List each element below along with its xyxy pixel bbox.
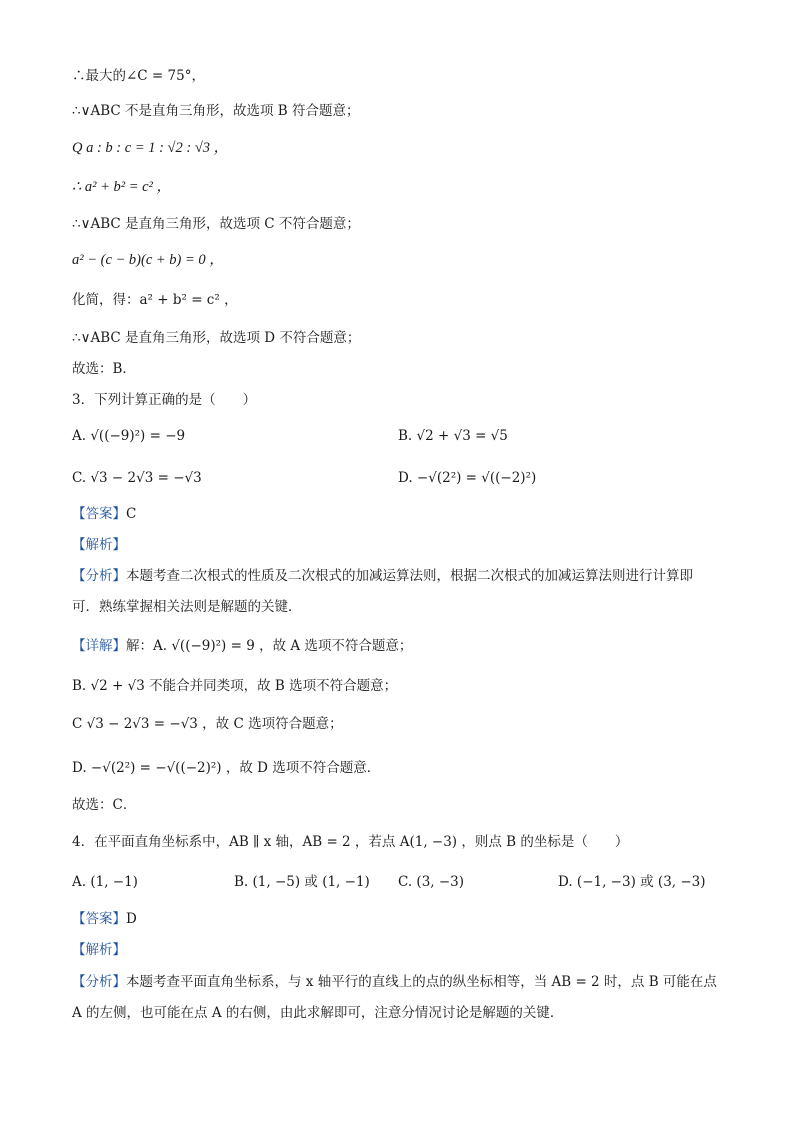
q3-option-c: C. √3 − 2√3 = −√3	[72, 470, 202, 486]
text-line: 故选：B．	[72, 361, 136, 377]
q4-option-b: B. (1, −5) 或 (1, −1)	[234, 874, 370, 890]
detail-text: 解：A. √((−9)²) = 9 ，故 A 选项不符合题意；	[126, 638, 413, 654]
text-line: 化简，得：a² + b² = c² ，	[72, 292, 238, 308]
q4-option-a: A. (1, −1)	[72, 874, 138, 890]
text-line: ∴∨ABC 是直角三角形，故选项 C 不符合题意；	[72, 216, 360, 232]
detail-3-line-b: B. √2 + √3 不能合并同类项，故 B 选项不符合题意；	[72, 678, 398, 694]
question-3-stem: 3．下列计算正确的是（ ）	[72, 392, 257, 408]
fenxi-4-line-2: A 的左侧，也可能在点 A 的右侧，由此求解即可，注意分情况讨论是解题的关键．	[72, 1005, 564, 1021]
text-line: ∴最大的∠C = 75°，	[72, 68, 205, 84]
math-line: ∴ a² + b² = c² ，	[72, 179, 172, 195]
detail-3-line-d: D. −√(2²) = −√((−2)²) ，故 D 选项不符合题意．	[72, 760, 381, 776]
fenxi-text: 本题考查二次根式的性质及二次根式的加减运算法则，根据二次根式的加减运算法则进行计算即	[126, 568, 693, 584]
detail-3-line-a	[72, 636, 412, 656]
detail-3-line-c: C √3 − 2√3 = −√3 ，故 C 选项符合题意；	[72, 716, 343, 732]
detail-3-choice: 故选：C．	[72, 797, 137, 813]
q3-option-a: A. √((−9)²) = −9	[72, 428, 186, 444]
q4-option-d: D. (−1, −3) 或 (3, −3)	[558, 874, 706, 890]
answer-value: C	[126, 506, 137, 522]
answer-tag: 【答案】	[72, 506, 126, 522]
math-line: a² − (c − b)(c + b) = 0 ，	[72, 252, 224, 268]
analysis-tag-4: 【解析】	[72, 942, 126, 958]
fenxi-3-line-1	[72, 566, 693, 586]
analysis-tag-3: 【解析】	[72, 537, 126, 553]
answer-3	[72, 504, 136, 524]
question-4-stem: 4．在平面直角坐标系中，AB ∥ x 轴，AB = 2 ，若点 A(1, −3) ，则点 B 的坐标是（ ）	[72, 834, 629, 850]
fenxi-3-line-2: 可．熟练掌握相关法则是解题的关键．	[72, 599, 302, 615]
answer-value: D	[126, 911, 137, 927]
detail-tag: 【详解】	[72, 638, 126, 654]
text-line: ∴∨ABC 是直角三角形，故选项 D 不符合题意；	[72, 330, 361, 346]
q3-option-b: B. √2 + √3 = √5	[398, 428, 508, 444]
fenxi-text: 本题考查平面直角坐标系，与 x 轴平行的直线上的点的纵坐标相等，当 AB = 2 时，点 B 可能在点	[126, 974, 717, 990]
fenxi-tag: 【分析】	[72, 974, 126, 990]
q3-option-d: D. −√(2²) = √((−2)²)	[398, 470, 537, 486]
math-line: Q a : b : c = 1 : √2 : √3 ，	[72, 140, 229, 156]
text-line: ∴∨ABC 不是直角三角形，故选项 B 符合题意；	[72, 103, 360, 119]
answer-tag: 【答案】	[72, 911, 126, 927]
fenxi-4-line-1	[72, 972, 717, 992]
q4-option-c: C. (3, −3)	[398, 874, 465, 890]
fenxi-tag: 【分析】	[72, 568, 126, 584]
answer-4	[72, 909, 137, 929]
